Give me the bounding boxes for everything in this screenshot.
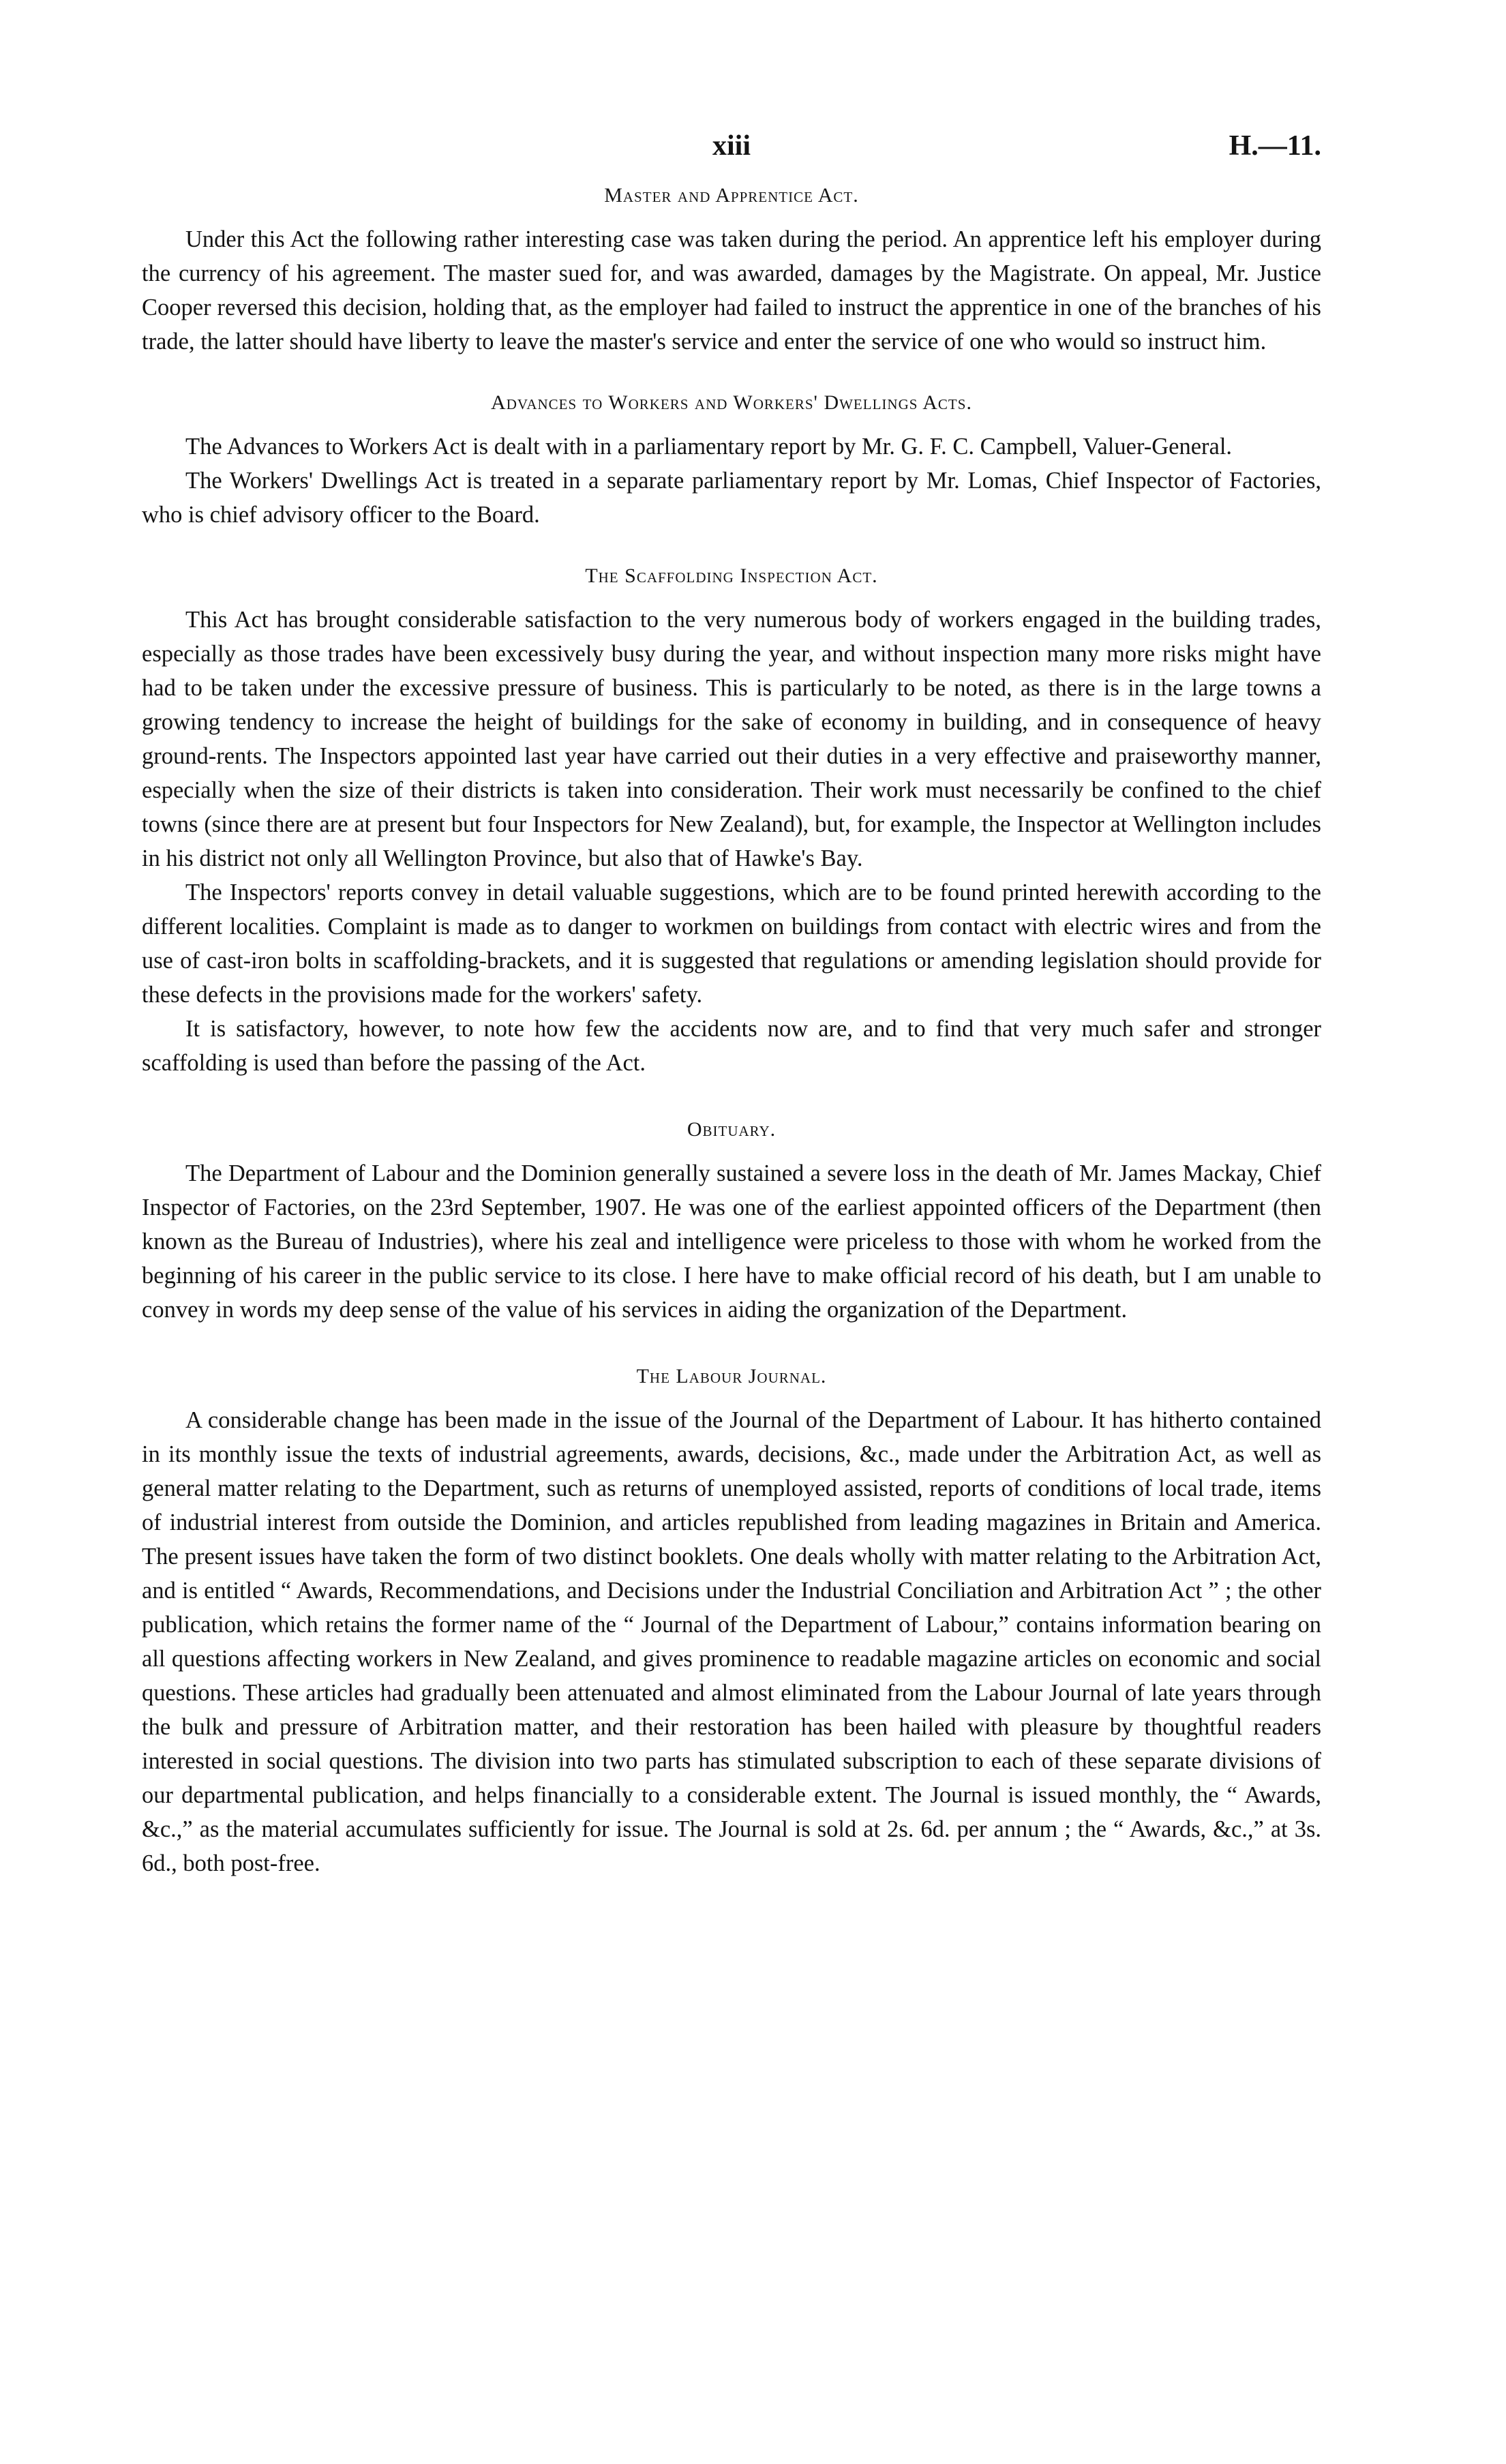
section-labour-journal (142, 1365, 1321, 1880)
paper-reference: H.—11. (1229, 130, 1321, 162)
paragraph: This Act has brought considerable satisfaction to the very numerous body of workers engaged in the building trades, especially as those trades have been excessively busy during the year, and without inspection many more risks might have had to be taken under the excessive pressure of business. This is particularly to be noted, as there is in the large towns a growing tendency to increase the height of buildings for the sake of economy in building, and in consequence of heavy ground-rents. The Inspectors appointed last year have carried out their duties in a very effective and praiseworthy manner, especially when the size of their districts is taken into consideration. Their work must necessarily be confined to the chief towns (since there are at present but four Inspectors for New Zealand), but, for example, the Inspector at Wellington includes in his district not only all Wellington Province, but also that of Hawke's Bay. (142, 607, 1321, 871)
section-heading: The Labour Journal. (636, 1365, 827, 1387)
section-advances-to-workers (142, 391, 1321, 532)
section-master-apprentice-act (142, 184, 1321, 359)
section-heading: Advances to Workers and Workers' Dwellings Acts. (491, 391, 972, 414)
page-header (142, 130, 1321, 184)
document-page (142, 130, 1321, 1880)
paragraph: A considerable change has been made in the issue of the Journal of the Department of Labour. It has hitherto contained in its monthly issue the texts of industrial agreements, awards, decisions, &c., made under the Arbitration Act, as well as general matter relating to the Department, such as returns of unemployed assisted, reports of conditions of local trade, items of industrial interest from outside the Dominion, and articles republished from leading magazines in Britain and America. The present issues have taken the form of two distinct booklets. One deals wholly with matter relating to the Arbitration Act, and is entitled “ Awards, Recommendations, and Decisions under the Industrial Conciliation and Arbitration Act ” ; the other publication, which retains the former name of the “ Journal of the Department of Labour,” contains information bearing on all questions affecting workers in New Zealand, and gives prominence to readable magazine articles on economic and social questions. These articles had gradually been attenuated and almost eliminated from the Labour Journal of late years through the bulk and pressure of Arbitration matter, and their restoration has been hailed with pleasure by thoughtful readers interested in social questions. The division into two parts has stimulated subscription to each of these separate divisions of our departmental publication, and helps financially to a considerable extent. The Journal is issued monthly, the “ Awards, &c.,” as the material accumulates sufficiently for issue. The Journal is sold at 2s. 6d. per annum ; the “ Awards, &c.,” at 3s. 6d., both post-free. (142, 1407, 1321, 1876)
paragraph: The Workers' Dwellings Act is treated in a separate parliamentary report by Mr. Lomas, Chief Inspector of Factories, who is chief advisory officer to the Board. (142, 468, 1321, 528)
paragraph: Under this Act the following rather interesting case was taken during the period. An apprentice left his employer during the currency of his agreement. The master sued for, and was awarded, damages by the Magistrate. On appeal, Mr. Justice Cooper reversed this decision, holding that, as the employer had failed to instruct the apprentice in one of the branches of his trade, the latter should have liberty to leave the master's service and enter the service of one who would so instruct him. (142, 226, 1321, 355)
section-scaffolding-inspection-act (142, 565, 1321, 1080)
paragraph: It is satisfactory, however, to note how few the accidents now are, and to find that very much safer and stronger scaffolding is used than before the passing of the Act. (142, 1016, 1321, 1076)
section-heading: Master and Apprentice Act. (604, 184, 859, 207)
paragraph: The Advances to Workers Act is dealt with in a parliamentary report by Mr. G. F. C. Campbell, Valuer-General. (185, 434, 1233, 460)
section-heading: The Scaffolding Inspection Act. (585, 565, 878, 587)
paragraph: The Department of Labour and the Dominion generally sustained a severe loss in the death of Mr. James Mackay, Chief Inspector of Factories, on the 23rd September, 1907. He was one of the earliest appointed officers of the Department (then known as the Bureau of Industries), where his zeal and intelligence were priceless to those with whom he worked from the beginning of his career in the public service to its close. I here have to make official record of his death, but I am unable to convey in words my deep sense of the value of his services in aiding the organization of the Department. (142, 1160, 1321, 1323)
section-heading: Obituary. (687, 1118, 777, 1141)
page-number: xiii (712, 130, 751, 162)
paragraph: The Inspectors' reports convey in detail valuable suggestions, which are to be found printed herewith according to the different localities. Complaint is made as to danger to workmen on buildings from contact with electric wires and from the use of cast-iron bolts in scaffolding-brackets, and it is suggested that regulations or amending legislation should provide for these defects in the provisions made for the workers' safety. (142, 880, 1321, 1008)
section-obituary (142, 1118, 1321, 1327)
